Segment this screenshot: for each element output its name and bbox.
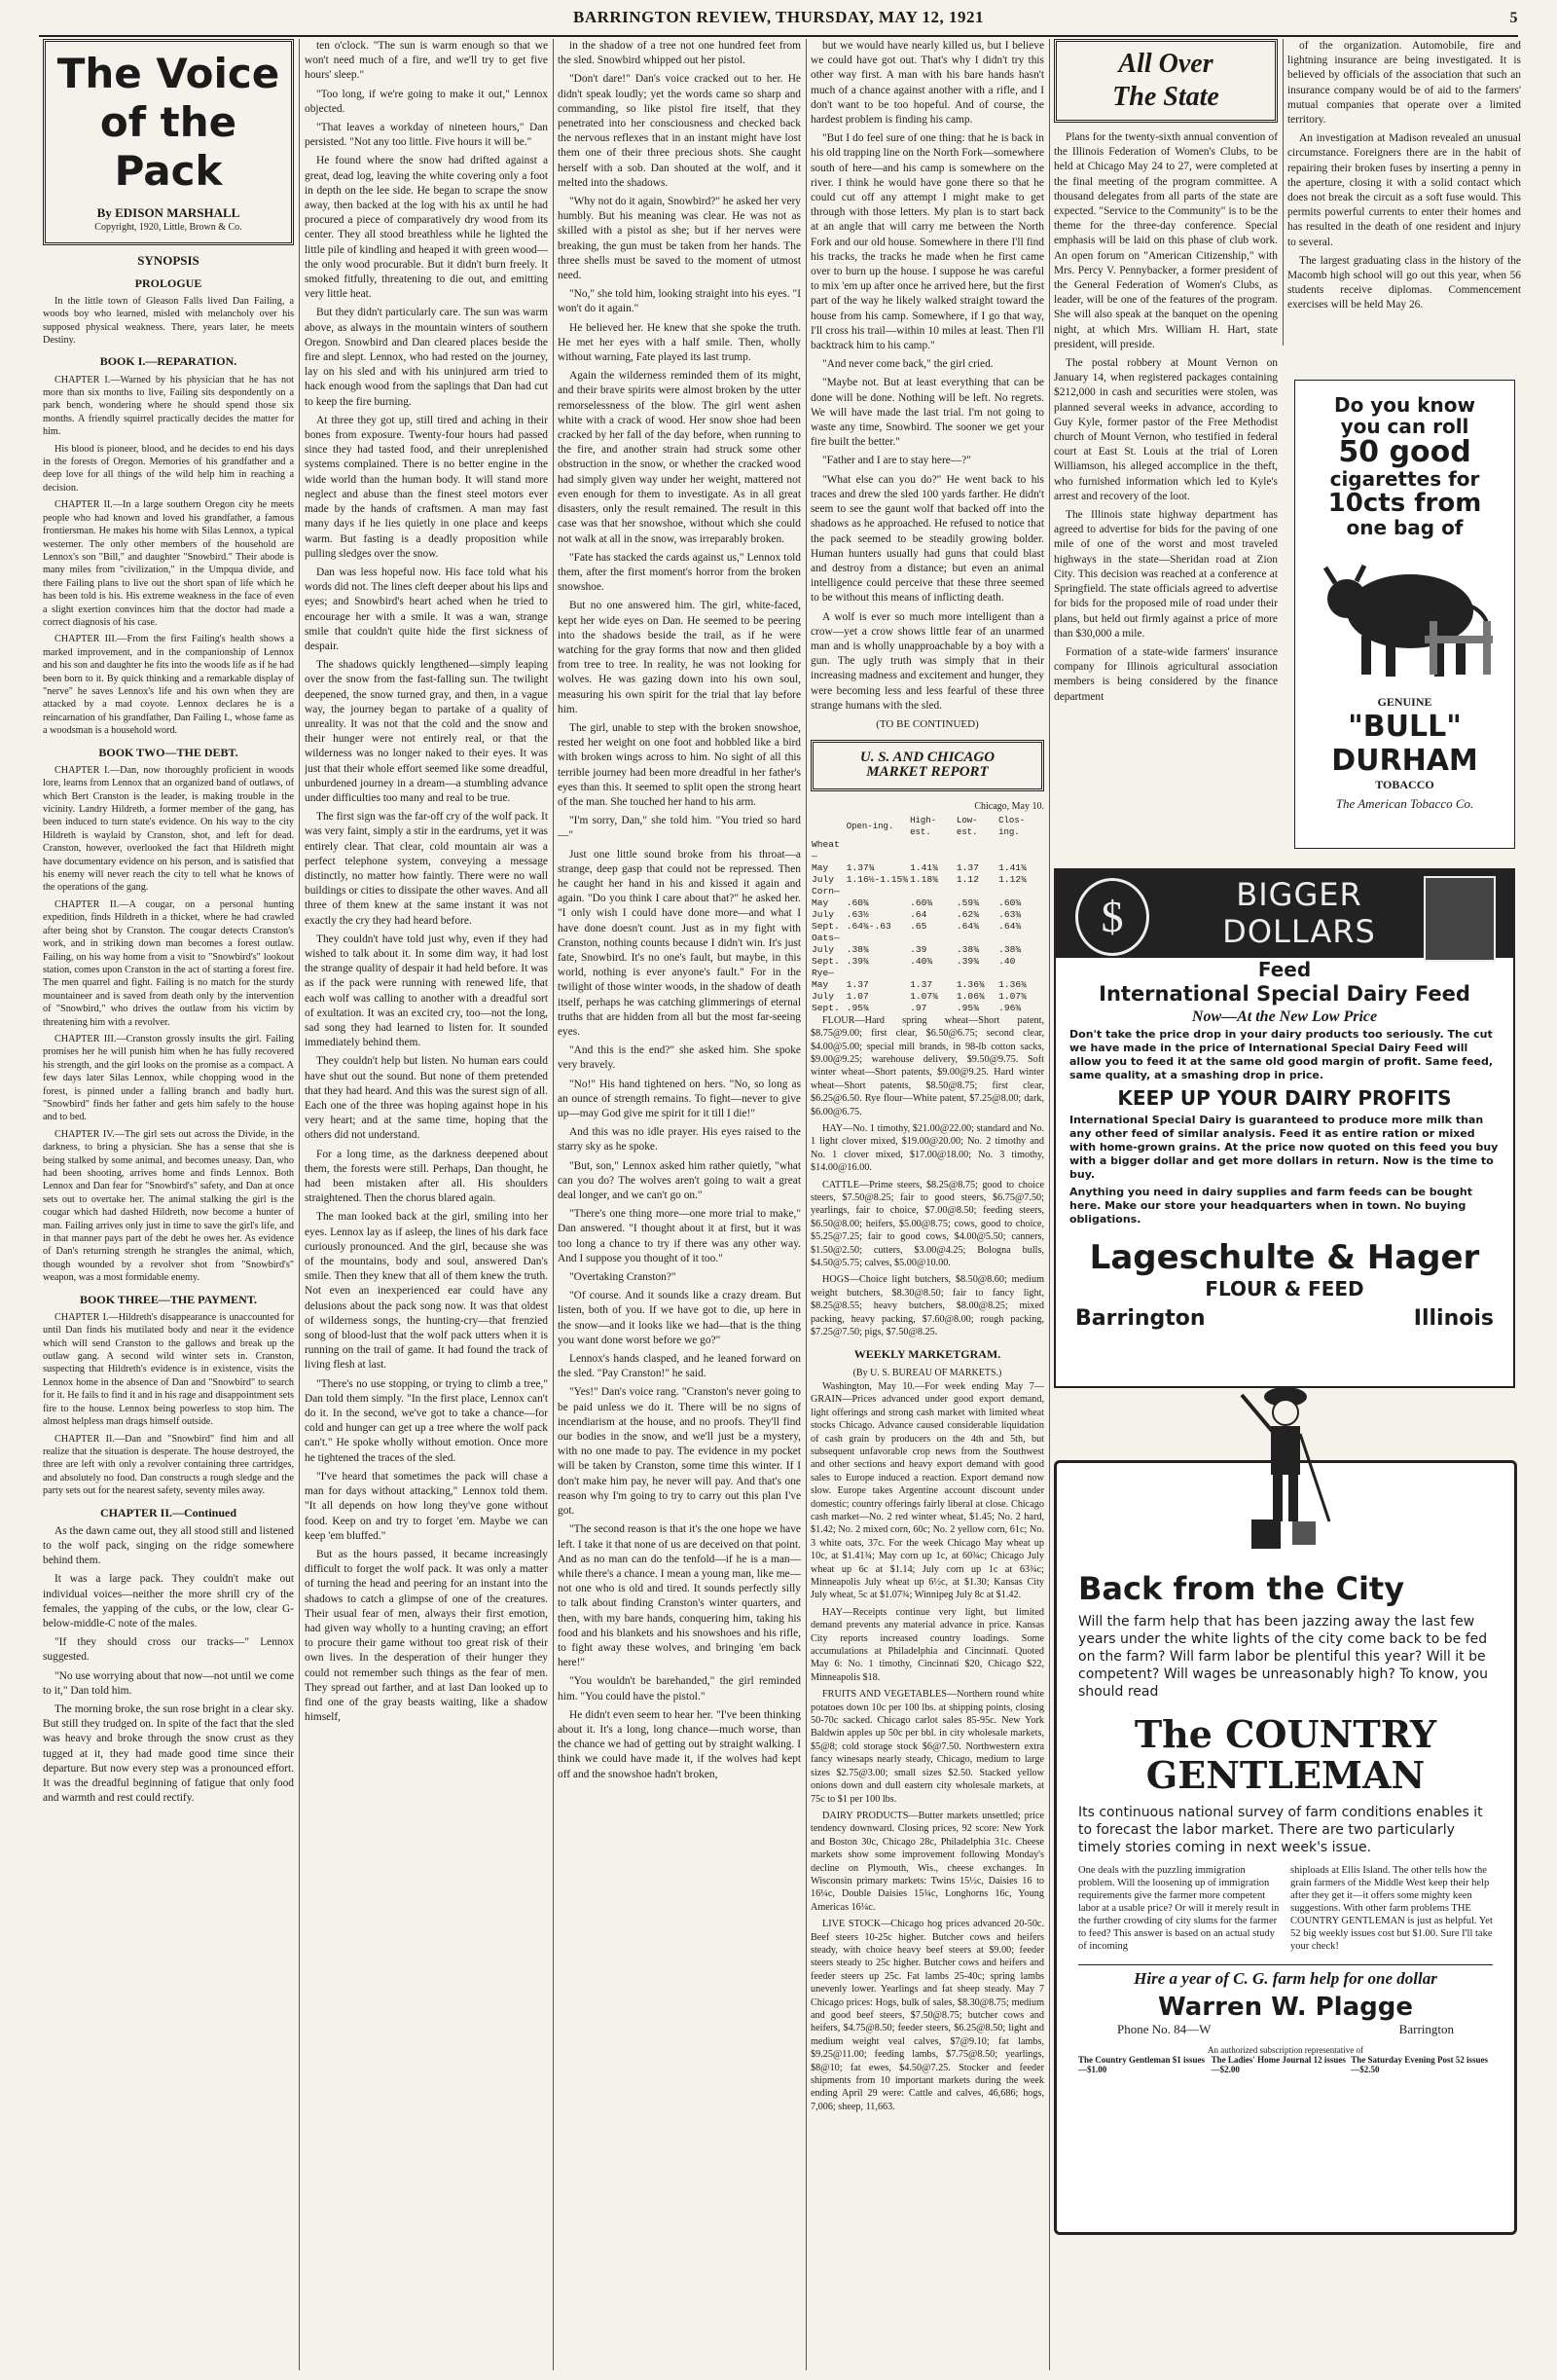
story-paragraph: He found where the snow had drifted against a great, dead log, leaving the white covering only a foot in depth on the lee side. He began to scrape the snow away, then backed at the log with his ax until he had procured a piece of comparatively dry wood from its center. They all stood breathless while he lighted the little pile of kindling and heaped it with green wood—the only wood procurable. But it didn't burn freely. It smoked fitfully, threatening to die out, and emitting very little heat. bbox=[305, 155, 548, 301]
story-paragraph: Again the wilderness reminded them of its might, and their brave spirits were almost broken by the utter remorselessness of the blow. The girl went ashen white with a crack of wood. Her snow shoe had been cracked by her fall of the day before, when running to the fire, and another strain had struck some other obstruction in the snow, or whether the cracked wood had simply given way under her weight, mattered not even enough for them to investigate. As in all great disasters, only the result remained. The result in this case was that her snowshoe, without which she could not walk at all in the snow, was irreparably broken. bbox=[558, 370, 801, 545]
ad-contact bbox=[1078, 2022, 1493, 2037]
story-paragraph: The man looked back at the girl, smiling into her eyes. Lennox lay as if asleep, the lines of his dark face curiously pronounced. And the girl, because she was of the mountains, body and soul, answered Dan's smile. Then they knew that all of them knew the truth. Not even an inexperienced ear could have any delusions about the pack song now. It was that oldest of wilderness songs, the hunting-cry—that frenzied song of blood-lust that the wolf pack utters when it is running on the trail of game. It had found the track of living flesh at last. bbox=[305, 1211, 548, 1372]
table-cell: Sept. bbox=[812, 1002, 840, 1013]
table-cell: July bbox=[812, 908, 835, 920]
table-cell: .63¾ bbox=[998, 908, 1022, 920]
table-cell bbox=[909, 839, 956, 862]
table-cell: .38¾ bbox=[846, 943, 869, 955]
table-row bbox=[811, 1003, 1044, 1014]
story-paragraph: "But I do feel sure of one thing: that he is back in his old trapping line on the North Fork—somewhere south of here—and his camp is somewhere on the river. I think he would have gone there so that he could cut off any attempt I might make to get through with those letters. My plan is to start back at an angle that will carry me between the North Fork and our old house. Somewhere in there I'll find his tracks, the tracks he made when he first came over to burn up the house. I suppose he was careful to mix 'em up after once he arrived here, but the first part of the way he likely walked straight toward the house from his camp. Somewhere, if I go that way, I'll cross his trail—within 10 miles at least. Then I'll backtrack him to his camp." bbox=[811, 132, 1044, 352]
table-cell: Rye— bbox=[812, 967, 835, 978]
story-paragraph: For a long time, as the darkness deepened about them, the forests were still. Perhaps, Dan thought, he had been mistaken after all. His shoulders straightened. Then the chorus blared again. bbox=[305, 1148, 548, 1205]
serial-and-market-column bbox=[811, 39, 1044, 2370]
ad-agent: Warren W. Plagge bbox=[1158, 1993, 1413, 2022]
table-cell: .64¾ bbox=[998, 920, 1022, 932]
market-dateline: Chicago, May 10. bbox=[974, 800, 1044, 812]
country-gentleman-ad bbox=[1054, 1460, 1517, 2235]
table-cell: May bbox=[812, 978, 829, 990]
synopsis-heading: SYNOPSIS bbox=[137, 253, 199, 269]
ad-paper-name: The COUNTRY GENTLEMAN bbox=[1134, 1712, 1437, 1797]
ad-tobacco: TOBACCO bbox=[1375, 778, 1434, 791]
dairy-feed-ad bbox=[1054, 868, 1515, 1388]
table-row bbox=[811, 897, 1044, 909]
grain-price-table bbox=[811, 814, 1044, 1014]
bull-durham-ad bbox=[1294, 380, 1515, 849]
feed-bag-icon bbox=[1424, 876, 1496, 962]
table-cell: .60¾ bbox=[998, 897, 1022, 908]
synopsis-paragraph: CHAPTER I.—Dan, now thoroughly proficient in woods lore, learns from Lennox that an organized band of outlaws, of which Bert Cranston is the leader, is making trouble in the vicinity. Landry Hildreth, a former member of the gang, has been induced to turn state's evidence. On his way to the city Hildreth is waylaid by Cranston, shot, and left for dead. Cranston, however, overlooked the fact that Hildreth might have documentary evidence on his person, and is satisfied that his enemy will never reach the city to tell what he knows of the operations of the gang. bbox=[43, 764, 294, 894]
table-cell: 1.07¾ bbox=[998, 990, 1027, 1002]
story-paragraph: He believed her. He knew that she spoke the truth. He met her eyes with a half smile. Then, wholly without warning, Fate played its last trump. bbox=[558, 321, 801, 364]
serial-column-2 bbox=[305, 39, 548, 2370]
market-report: DAIRY PRODUCTS—Butter markets unsettled; price tendency downward. Closing prices, 92 score: New York and Boston 30c, Chicago 28c, Philadelphia 31c. Cheese markets show some improvement following Monday's decline on Plymouth, Wis., cheese exchanges. In Wisconsin primary markets: Twins 15½c, Daisies 16 to 16¼c, Double Daisies 15¾c, Longhorns 16c, Young Americas 16¼c. bbox=[811, 1810, 1044, 1913]
table-cell bbox=[997, 886, 1044, 897]
ad-town: Barrington bbox=[1075, 1306, 1206, 1331]
story-paragraph: "And never come back," the girl cried. bbox=[822, 358, 994, 371]
table-cell: .38¾ bbox=[998, 943, 1022, 955]
story-paragraph: The first sign was the far-off cry of the wolf pack. It was very faint, simply a stir in the eardrums, yet it was entirely clear. That clear, cold mountain air was a perfect telephone system, conveying a message distinctly, no matter how faintly. There were no wall buildings or cities to dissipate the other waves. And all three of them knew at the same instant it was not exactly the cry they had heard before. bbox=[305, 811, 548, 927]
weekly-marketgram-sub: (By U. S. BUREAU OF MARKETS.) bbox=[852, 1367, 1002, 1378]
table-cell: .63½ bbox=[846, 908, 869, 920]
story-paragraph: Just one little sound broke from his throat—a strange, deep gasp that could not be repressed. Then he caught her hand in his and kissed it again and again. "Do you think I care about that?" he asked her. "I only wish I could have done more—and what I have done doesn't count. Just as in my fight with Cranston, nothing counts because I didn't win. It's just fate, Snowbird. It's no one's fault, but maybe, in this world, nothing is ever anyone's fault." For in the twilight of those winter woods, in the shadow of death itself, perhaps he was catching glimmerings of eternal truths that are hidden from all but the most far-seeing eyes. bbox=[558, 848, 801, 1038]
table-cell: 1.12¾ bbox=[998, 873, 1027, 885]
story-paragraph: The morning broke, the sun rose bright in a clear sky. But still they trudged on. In spite of the fact that the sled was heavy and broke through the snow crust as they tugged at it, they had made good time since their departure. But now every step was a pronounced effort. It was the dreadful beginning of fatigue that only food and warmth and rest could rectify. bbox=[43, 1703, 294, 1805]
table-row bbox=[811, 839, 1044, 862]
table-row bbox=[811, 921, 1044, 933]
table-cell: .64¾-.63 bbox=[846, 920, 891, 932]
table-cell: 1.36¾ bbox=[956, 978, 985, 990]
table-cell bbox=[956, 968, 997, 979]
news-paragraph: The Illinois state highway department has agreed to advertise for bids for the paving of one mile of one of the worst and most traveled highways in the state—Sheridan road at Zion City. This decision was reached at a conference at Springfield. The state officials agreed to advertise for bids for the proposed mile of road under their plans, but held out firmly against a price of more than $30,000 a mile. bbox=[1054, 509, 1278, 640]
table-cell: .38¾ bbox=[956, 943, 979, 955]
story-paragraph: "I'm sorry, Dan," she told him. "You tried so hard—" bbox=[558, 815, 801, 842]
column-rule bbox=[1283, 39, 1284, 346]
bull-icon bbox=[1308, 538, 1503, 684]
news-paragraph: The postal robbery at Mount Vernon on January 14, when registered packages containing $212,000 in cash and securities were stolen, was planned several weeks in advance, according to Guy Kyle, former pastor of the Free Methodist church of Mount Vernon, who testified in federal court at East St. Louis at the trial of Loren Williamson, his alleged accomplice in the theft, who furnished information which led to Kyle's arrest and recovery of the loot. bbox=[1054, 357, 1278, 502]
ad-banner bbox=[1056, 870, 1513, 958]
column-rule bbox=[553, 39, 554, 2370]
ad-headline: Back from the City bbox=[1078, 1570, 1405, 1607]
story-paragraph: "No use worrying about that now—not until we come to it," Dan told him. bbox=[43, 1669, 294, 1697]
story-paragraph: He didn't even seem to hear her. "I've been thinking about it. It's a long, long chance—much worse, than the chance we had of getting out by straight walking. I think we could have made it, if the wolves had kept off and the snowshoe hadn't broken, bbox=[558, 1708, 801, 1780]
serial-copyright: Copyright, 1920, Little, Brown & Co. bbox=[94, 222, 242, 234]
story-paragraph: "You wouldn't be barehanded," the girl reminded him. "You could have the pistol." bbox=[558, 1675, 801, 1703]
dollar-icon: $ bbox=[1075, 878, 1149, 956]
ad-body: One deals with the puzzling immigration problem. Will the loosening up of immigration requirements give the farmer more competent labor at a usable price? Or will it merely result in the further crowding of city slums for the farmer to feed? This answer is based on an actual study of incoming bbox=[1078, 1865, 1280, 1952]
table-cell bbox=[956, 933, 997, 944]
table-cell: .96¾ bbox=[998, 1002, 1022, 1013]
story-paragraph: "There's one thing more—one more trial to make," Dan answered. "I thought about it at first, but it was too long a chance to try if there was any other way. And I suppose you thought of it too." bbox=[558, 1208, 801, 1264]
ad-keep: KEEP UP YOUR DAIRY PROFITS bbox=[1117, 1086, 1452, 1110]
table-cell bbox=[846, 839, 909, 862]
table-cell: 1.07 bbox=[846, 990, 869, 1002]
story-paragraph: They couldn't have told just why, even if they had wished to talk about it. In some dim way, it had lost the strange quality of despair it had held before. It was as if the pack were running with renewed life, that each wolf was calling to another with a dreadful sort of exultation. It was an excited cry, too—not the long, sad song they had learned to listen for. It sounded immediately behind them. bbox=[305, 933, 548, 1049]
table-cell: .95¾ bbox=[956, 1002, 979, 1013]
table-cell bbox=[997, 968, 1044, 979]
news-paragraph: of the organization. Automobile, fire and lightning insurance are being investigated. It is believed by officials of the association that such an insurance company would be of aid to the farmers' mutual companies that operate over a limited territory. bbox=[1287, 40, 1521, 127]
ad-line: you can roll bbox=[1340, 415, 1469, 438]
table-cell: 1.07¾ bbox=[910, 990, 938, 1002]
table-cell: July bbox=[812, 943, 835, 955]
table-cell bbox=[846, 968, 909, 979]
table-cell: .64¾ bbox=[956, 920, 979, 932]
ad-maker: The American Tobacco Co. bbox=[1335, 796, 1474, 811]
ad-bigger-dollars: BIGGER DOLLARS bbox=[1222, 876, 1376, 950]
table-cell: 1.12 bbox=[956, 873, 979, 885]
story-paragraph: in the shadow of a tree not one hundred feet from the sled. Snowbird whipped out her pistol. bbox=[558, 40, 801, 67]
farmhand-illustration-icon bbox=[1232, 1375, 1339, 1551]
story-paragraph: "Too long, if we're going to make it out," Lennox objected. bbox=[305, 88, 548, 115]
book1-heading: BOOK I.—REPARATION. bbox=[99, 354, 237, 369]
story-paragraph: "The second reason is that it's the one hope we have left. I take it that none of us are deceived on that point. And as no man can do the tenfold—if he is a man—while there's a chance. I mean a young man, like me—not one who is old and tired. It sounds perfectly silly to talk about finding Cranston's winter quarters, and then, with my bare hands, conquering him, taking his food and his blankets and his snowshoes and his rifle, to fight away these wolves, and bringing 'em back here!" bbox=[558, 1523, 801, 1669]
table-cell: 1.41¾ bbox=[998, 861, 1027, 873]
synopsis-paragraph: CHAPTER II.—A cougar, on a personal hunting expedition, finds Hildreth in a thicket, where he had crawled after being shot by Cranston. The cougar detects Cranston's work, and in striking down man becomes a forest outlaw. Failing, on his way home from a visit to "Snowbird's" lookout station, comes upon Cranston in the act of starting a forest fire. The men quarrel and fight. Failing is no match for the sturdy mountaineer and is saved from death only by the intervention of "Snowbird," who drives the outlaw from his victim by threatening him with a revolver. bbox=[43, 898, 294, 1028]
table-cell: .64 bbox=[910, 908, 927, 920]
story-paragraph: "But, son," Lennox asked him rather quietly, "what can you do? The wolves aren't going to wait a great deal longer, and we can't go on." bbox=[558, 1159, 801, 1202]
table-cell: 1.37 bbox=[846, 978, 869, 990]
story-paragraph: They couldn't help but listen. No human ears could have shut out the sound. But none of them pretended that they had heard. And this was the surest sign of all. Each one of the three was hoping against hope in his very heart; and at the same time, hoping that the others did not understand. bbox=[305, 1055, 548, 1142]
synopsis-paragraph: CHAPTER I.—Hildreth's disappearance is unaccounted for until Dan finds his mutilated body and near it the evidence which will send Cranston to the gallows and break up the outlaw gang. A second wild winter sets in. Cranston, suspecting that Hildreth's evidence is in existence, visits the Lennox home in the absence of Dan and "Snowbird" to search for it. He fails to find it and in his rage and disappointment sets fire to the house. Lennox being powerless to stop him. The almost helpless man drags himself outside. bbox=[43, 1311, 294, 1428]
ad-phone: Phone No. 84—W bbox=[1117, 2022, 1212, 2036]
story-paragraph: "I've heard that sometimes the pack will chase a man for days without attacking," Lennox told them. "It all depends on how long they've gone without food. Keep on and try to forget 'em. Maybe we can keep 'em bluffed." bbox=[305, 1470, 548, 1542]
news-paragraph: Plans for the twenty-sixth annual convention of the Illinois Federation of Women's Clubs, to be held at Chicago May 24 to 27, were completed at the final meeting of the program committee. A thousand delegates from all parts of the state are expected. "Service to the Community" is to be the theme for the three-day conference. Special emphasis will be laid on this phase of club work. An open forum on "American Citizenship," with Mrs. Percy V. Pennybacker, a former president of the General Federation of Women's Clubs, as leader, will be one of the features of the program. She will also speak at the banquet on the opening night, at which Mrs. William H. Hart, state president, will preside. bbox=[1054, 131, 1278, 350]
table-row bbox=[811, 933, 1044, 944]
story-paragraph: It was a large pack. They couldn't make out individual voices—neither the more shrill cry of the females, the yapping of the cubs, or the low, clear G-below-middle-C note of the males. bbox=[43, 1573, 294, 1629]
table-row bbox=[811, 886, 1044, 897]
table-cell bbox=[846, 933, 909, 944]
table-cell bbox=[909, 933, 956, 944]
market-report: LIVE STOCK—Chicago hog prices advanced 20-50c. Beef steers 10-25c higher. Butcher cows and heifers steady, with choice heavy beef steers at $9.00; feeder steers steady to 25c higher. Butcher cows and heifers and feeder steers up 25c. Fat lambs 25-40c; spring lambs unevenly lower. Yearlings and fat sheep steady. May 7 Chicago prices: Hogs, bulk of sales, $8.30@8.75; medium and good beef steers, $7.50@8.75; butcher cows and heifers, $4.75@8.50; feeder steers, $6.25@8.50; light and medium weight veal calves, $7@9.10; fat lambs, $9.25@11.00; feeding lambs, $7.75@8.50; yearlings, $8@10; fat ewes, $4.50@7.25. Stocker and feeder shipments from 10 important markets during the week ending April 29 were: Cattle and calves, 46,686; hogs, 7,006; sheep, 11,663. bbox=[811, 1919, 1044, 2112]
story-paragraph: And this was no idle prayer. His eyes raised to the starry sky as he spoke. bbox=[558, 1126, 801, 1153]
ad-line: Do you know bbox=[1333, 393, 1476, 417]
market-report: FLOUR—Hard spring wheat—Short patent, $8.75@9.00; first clear, $6.50@6.75; second clear, $4.00@5.00; special mill brands, in 98-lb cotton sacks, $9.00@9.25; warehouse delivery, $9.50@9.75. Soft winter wheat—Short patents, $9.00@9.25. Hard winter wheat—Short patents, $8.50@8.75; first clear, $6.25@6.50. Rye flour—White patent, $7.25@8.00; dark, $6.00@6.75. bbox=[811, 1014, 1044, 1117]
market-report: HAY—No. 1 timothy, $21.00@22.00; standard and No. 1 light clover mixed, $19.00@20.00; No. 2 timothy and No. 1 clover mixed, $17.00@18.00; No. 3 timothy, $14.00@16.00. bbox=[811, 1123, 1044, 1174]
table-cell: .39 bbox=[910, 943, 927, 955]
story-paragraph: "If they should cross our tracks—" Lennox suggested. bbox=[43, 1636, 294, 1664]
ad-line: FLOUR & FEED bbox=[1205, 1277, 1364, 1300]
story-paragraph: As the dawn came out, they all stood still and listened to the wolf pack, singing on the ridge somewhere behind them. bbox=[43, 1524, 294, 1567]
story-paragraph: "Yes!" Dan's voice rang. "Cranston's never going to be paid unless we do it. There will be no signs of incendiarism at the house, and no proofs. They'll find our bodies in the snow, and we'll just be a mystery, with no one made to pay. The evidence in my pocket will be taken by Cranston, some time this winter. If I don't make him pay, he never will pay. And that's one reason why I'm going to try to carry out this plan I've got. bbox=[558, 1386, 801, 1518]
serial-column-1 bbox=[43, 39, 294, 2370]
market-report: HAY—Receipts continue very light, but limited demand prevents any material advance in price. Kansas City reports increased country loadings. Some accumulations at Philadelphia and Cincinnati. Quoted May 6: No. 1 timothy, Cincinnati $20, Chicago $22, Minneapolis $18. bbox=[811, 1606, 1044, 1683]
market-title-1: U. S. AND CHICAGO bbox=[859, 750, 996, 766]
story-paragraph: But as the hours passed, it became increasingly difficult to forget the wolf pack. It was only a matter of turning the head and peering for an instant into the shadows to catch a glimpse of one of the creatures. Their usual fear of men, always their first emotion, had given way wholly to a hunting craving; an effort to procure their game without too great risk of their own lives. In the desperation of their hunger they could not remember such things as the fear of men. They spread out farther, and at last Dan looked up to find one of the gray beasts waiting, like a shadow himself, bbox=[305, 1548, 548, 1724]
state-news-column bbox=[1054, 39, 1278, 857]
table-header: Low-est. bbox=[956, 815, 978, 837]
story-paragraph: But no one answered him. The girl, white-faced, kept her wide eyes on Dan. He seemed to be peering into the shadows beside the trail, as if he were watching for the gray forms that now and then glided from tree to tree. In reality, he was not looking for wolves. He was gazing down into his own soul, measuring his own spirit for the trial that lay before him. bbox=[558, 600, 801, 715]
table-cell: Oats— bbox=[812, 932, 840, 943]
table-cell: 1.16½-1.15¾ bbox=[846, 873, 909, 885]
state-news-title-2: The State bbox=[1112, 82, 1219, 112]
story-paragraph: "Overtaking Cranston?" bbox=[569, 1271, 676, 1284]
story-paragraph: "And this is the end?" she asked him. She spoke very bravely. bbox=[558, 1044, 801, 1072]
column-rule bbox=[1049, 39, 1050, 2370]
table-cell: .97 bbox=[910, 1002, 927, 1013]
table-cell: .40 bbox=[998, 955, 1016, 967]
story-paragraph: The shadows quickly lengthened—simply leaping over the snow from the fast-falling sun. The twilight deepened, the snow turned gray, and then, in a vague way, the journey began to partake of a quality of unreality. It was not that the cold and the snow and their hunger were not entirely real, or that the wilderness was no longer naked to their eyes. It was just that their whole effort seemed like some dreadful, unburdened journey in a dream—a stumbling advance under difficulties too many and real to be true. bbox=[305, 659, 548, 804]
synopsis-paragraph: CHAPTER I.—Warned by his physician that he has not more than six months to live, Failing sits despondently on a park bench, wondering where he should spend those six months. A friendly squirrel practically decides the matter for him. bbox=[43, 374, 294, 438]
market-report: Washington, May 10.—For week ending May 7—GRAIN—Prices advanced under good export demand, light offerings and strong cash market with limited wheat stocks Chicago. Advance caused considerable liquidation of cash grain by producers on the 4th and 5th, but subsequent unfavorable crop news from the Southwest and other sections and heavy export demand with good sales to Europe induced a reaction. Export demand now slow. Europe takes Argentine account discount under domestic; country offerings fairly liberal at close. Chicago cash market—No. 2 red winter wheat, $1.45; No. 2 hard, $1.42; No. 2 mixed corn, 60c; No. 2 yellow corn, 61c; No. 3 white oats, 37c. For the week Chicago May wheat up 10c, at $1.41¾; May corn up 1c, at 60¾c; Chicago July wheat up 6c at $1.14; July corn up 1c at 63¾c; Minneapolis July wheat up 6½c, at $1.30; Kansas City July wheat, 5c at $1.07¾; Winnipeg July 8c at $1.42. bbox=[811, 1380, 1044, 1601]
ad-magazines bbox=[1078, 2055, 1493, 2074]
table-row bbox=[811, 979, 1044, 991]
table-row bbox=[811, 862, 1044, 874]
ad-body: Will the farm help that has been jazzing away the last few years under the white lights of the city come back to be fed on the farm? Will farm labor be plentiful this year? Will it be competent? Will wages be unreasonably high? To know, you should read bbox=[1078, 1614, 1489, 1700]
ad-body: shiploads at Ellis Island. The other tells how the grain farmers of the Middle West keep their help after they get it—it offers some mighty keen suggestions. With other farm problems THE COUNTRY GENTLEMAN is just as helpful. Yet 52 big weekly issues cost but $1.00. Sure I'll take your check! bbox=[1290, 1865, 1493, 1952]
state-news-column-continued bbox=[1287, 39, 1521, 375]
table-cell: 1.37¾ bbox=[846, 861, 875, 873]
table-row bbox=[811, 944, 1044, 956]
ad-body: Its continuous national survey of farm conditions enables it to forecast the labor market. There are two particularly timely stories coming in next week's issue. bbox=[1078, 1805, 1483, 1855]
table-cell: May bbox=[812, 897, 829, 908]
synopsis-paragraph: His blood is pioneer, blood, and he decides to end his days in the forests of Oregon. Memories of his grandfather and a deep love for all things of the wild help him in reaching a decision. bbox=[43, 443, 294, 494]
weekly-marketgram-heading: WEEKLY MARKETGRAM. bbox=[853, 1346, 1001, 1361]
serial-title-2: of the Pack bbox=[99, 98, 237, 195]
serial-title-1: The Voice bbox=[56, 50, 280, 97]
market-title-2: MARKET REPORT bbox=[866, 764, 989, 781]
story-paragraph: "No," she told him, looking straight into his eyes. "I won't do it again." bbox=[558, 288, 801, 315]
to-be-continued: (TO BE CONTINUED) bbox=[876, 717, 979, 730]
table-cell: 1.37 bbox=[956, 861, 979, 873]
news-paragraph: Formation of a state-wide farmers' insurance company for Illinois agricultural association members is being considered by the finance department bbox=[1054, 645, 1278, 703]
ad-firm: Lageschulte & Hager bbox=[1089, 1238, 1480, 1277]
market-report: HOGS—Choice light butchers, $8.50@8.60; medium weight butchers, $8.30@8.50; fair to fancy light, $8.25@8.55; heavy butchers, $8.00@8.25; mixed packing, heavy packing, $7.60@8.00; rough packing, $7.25@7.50; pigs, $7.50@8.25. bbox=[811, 1274, 1044, 1338]
story-paragraph: "What else can you do?" He went back to his traces and drew the sled 100 yards farther. He didn't seem to see the gaunt wolf that backed off into the shadows as he approached. He refused to notice that the pack seemed to be steadily growing bolder. Human hunters usually had guns that could blast and destroy from a distance; but even an animal intelligence could perceive that these three seemed to be without this means of inflicting death. bbox=[811, 473, 1044, 604]
ad-question bbox=[1295, 394, 1514, 538]
news-paragraph: The largest graduating class in the history of the Macomb high school will go out this year, when 56 students receive diplomas. Commencement exercises will be held May 26. bbox=[1287, 254, 1521, 311]
ad-magazine: The Saturday Evening Post 52 issues—$2.50 bbox=[1351, 2055, 1488, 2074]
ad-body: Don't take the price drop in your dairy products too seriously. The cut we have made in the price of International Special Dairy Feed will allow you to feed it at the same old good margin of profit. Same feed, same quality, at a smashing drop in price. bbox=[1069, 1028, 1494, 1081]
table-body bbox=[811, 839, 1044, 1014]
story-paragraph: "That leaves a workday of nineteen hours," Dan persisted. "Not any too little. Five hours it will be." bbox=[305, 122, 548, 149]
synopsis-paragraph: CHAPTER III.—From the first Failing's health shows a marked improvement, and in the companionship of Lennox and his son and daughter he fits into the woods life as if he had been born to it. By quick thinking and a remarkable display of "nerve" he saves Lennox's life and his own when they are attacked by a mad coyote. Lennox declares he is a reincarnation of his grandfather, Dan Failing I., whose fame as a woodsman is a household word. bbox=[43, 634, 294, 737]
table-header-row bbox=[811, 814, 1044, 839]
column-rule bbox=[299, 39, 300, 2370]
ad-product: International Special Dairy Feed bbox=[1099, 982, 1470, 1006]
table-row bbox=[811, 909, 1044, 921]
story-paragraph: Dan was less hopeful now. His face told what his words did not. The lines cleft deeper about his lips and eyes; and Snowbird's heart ached when he tried to encourage her with a smile. It was a wan, strange smile that couldn't quite hide the first sickness of despair. bbox=[305, 566, 548, 652]
table-header: High-est. bbox=[910, 815, 937, 837]
table-cell: 1.06¾ bbox=[956, 990, 985, 1002]
ad-genuine: GENUINE bbox=[1377, 695, 1432, 709]
serial-title-box bbox=[43, 39, 294, 245]
ad-line: cigarettes for bbox=[1329, 467, 1480, 491]
table-cell: July bbox=[812, 990, 835, 1002]
market-report: FRUITS AND VEGETABLES—Northern round white potatoes down 10c per 100 lbs. at shipping points, closing 50-70c sacked. Chicago carlot sales 85-95c. New York Baldwin apples up 50c per bbl. in city wholesale markets, $5@8; cold storage stock $6@7.50. Northwestern extra fancy winesaps nearly steady, Chicago, medium to large sizes $2.75@3.00; small sizes $2.50. Stacked yellow onions down and dull eastern city wholesale markets, at 75c to $1 per 100 lbs. bbox=[811, 1689, 1044, 1805]
table-row bbox=[811, 956, 1044, 968]
table-cell: .40¾ bbox=[910, 955, 933, 967]
news-paragraph: An investigation at Madison revealed an unusual circumstance. Foreigners there are in the habit of repairing their broken fuses by inserting a penny in the aperture, closing it with a solid contact which does not break the circuit as a soft fuse would. This permits powerful currents to enter their homes and has resulted in the death of one resident and injury to several. bbox=[1287, 132, 1521, 248]
ad-location bbox=[1056, 1300, 1513, 1336]
table-cell: .60¾ bbox=[846, 897, 869, 908]
table-cell bbox=[997, 933, 1044, 944]
synopsis-paragraph: CHAPTER II.—In a large southern Oregon city he meets people who had known and loved his grandfather, a famous frontiersman. He makes his home with Silas Lennox, a typical westerner. The only other members of the household are Lennox's son "Bill," and daughter "Snowbird." Their abode is many miles from "civilization," in the Umpqua divide, and there Failing plans to live out the short span of life which he has been told is his. His extreme weakness in the face of even a slight exertion convinces him that the doctor had made a correct diagnosis of his case. bbox=[43, 499, 294, 628]
table-cell: 1.18¾ bbox=[910, 873, 938, 885]
story-paragraph: "Maybe not. But at least everything that can be done will be done. Nothing will be left. No regrets. We will have made the last trial. I'm not going to waste any time, Snowbird. The sooner we get your fire built the better." bbox=[811, 377, 1044, 449]
table-cell: .95¾ bbox=[846, 1002, 869, 1013]
chapter-continued-heading: CHAPTER II.—Continued bbox=[99, 1505, 237, 1520]
ad-columns bbox=[1078, 1864, 1493, 1953]
ad-line: 50 good bbox=[1338, 435, 1471, 469]
synopsis-paragraph: CHAPTER II.—Dan and "Snowbird" find him and all realize that the situation is desperate. The house destroyed, the three are left with only a revolver containing three cartridges, and absolutely no food. Dan constructs a rough sledge and the party sets out for the nearest safety, seventy miles away. bbox=[43, 1433, 294, 1497]
ad-rep: An authorized subscription representative of bbox=[1208, 2045, 1363, 2055]
masthead bbox=[39, 8, 1518, 37]
book2-heading: BOOK TWO—THE DEBT. bbox=[98, 745, 238, 759]
story-paragraph: "No!" His hand tightened on hers. "No, so long as an ounce of strength remains. To fight—never to give up—may God give me spirit for it till I die!" bbox=[558, 1078, 801, 1120]
ad-line: 10cts from bbox=[1327, 489, 1482, 518]
column-rule bbox=[806, 39, 807, 2370]
table-row bbox=[811, 968, 1044, 979]
ad-now: Now—At the New Low Price bbox=[1191, 1008, 1378, 1025]
ad-body: Anything you need in dairy supplies and farm feeds can be bought here. Make our store your headquarters when in town. No buying obligations. bbox=[1069, 1186, 1473, 1226]
table-row bbox=[811, 874, 1044, 886]
table-cell bbox=[997, 839, 1044, 862]
page-number: 5 bbox=[1509, 10, 1518, 26]
table-cell: .62¾ bbox=[956, 908, 979, 920]
state-news-title-box bbox=[1054, 39, 1278, 123]
story-paragraph: The girl, unable to step with the broken snowshoe, rested her weight on one foot and hobbled like a bird with broken wings across to him. No sight of all this terrible journey had been more dreadful in her father's eyes than this. It seemed to split open the strong heart of the man. She touched her hand to his arm. bbox=[558, 721, 801, 808]
table-header: Open-ing. bbox=[846, 821, 894, 831]
table-cell: July bbox=[812, 873, 835, 885]
synopsis-paragraph: In the little town of Gleason Falls lived Dan Failing, a woods boy who learned, misled with melancholy over his supposed physical weakness. There, years later, he meets Destiny. bbox=[43, 295, 294, 347]
story-paragraph: "Why not do it again, Snowbird?" he asked her very humbly. But his meaning was clear. He was not as skilled with a pistol as she; but if her nerves were breaking, the gun must be taken from her hands. The three shells must be saved to the moment of utmost need. bbox=[558, 196, 801, 282]
story-paragraph: but we would have nearly killed us, but I believe we could have got out. That's why I didn't try this other way first. A man with his bare hands hasn't much of a chance against another with a rifle, and I don't want to be too hopeful. And of course, the hardest problem is finding his camp. bbox=[811, 40, 1044, 127]
story-paragraph: "There's no use stopping, or trying to climb a tree," Dan told them simply. "In the first place, Lennox can't do it. In the second, we've got to take a chance—for cold and hunger can get up a tree where the wolf pack can't." He spoke wholly without emotion. Once more he tightened the traces of the sled. bbox=[305, 1377, 548, 1464]
table-cell bbox=[909, 886, 956, 897]
serial-author: By EDISON MARSHALL bbox=[96, 205, 240, 220]
synopsis-paragraph: CHAPTER IV.—The girl sets out across the Divide, in the darkness, to bring a physician. She has a sense that she is being stalked by some animal, and becomes uneasy. Dan, who had been shooting, arrives home and finds Lennox. Both Lennox and Dan fear for "Snowbird's" safety, and Dan at once sets out to overtake her. The animal stalking the girl is the cougar which had dashed Hildreth, now become a hunter of man. Failing arrives only just in time to save the girl's life, and in that manner pays part of the debt he owes her. As evidence of Dan's returning strength he strangles the animal, which, though wounded by a revolver shot from "Snowbird's" weapon, was a most formidable enemy. bbox=[43, 1128, 294, 1284]
table-cell: 1.37 bbox=[910, 978, 933, 990]
masthead-title: BARRINGTON REVIEW, THURSDAY, MAY 12, 1921 bbox=[573, 8, 984, 26]
table-cell bbox=[846, 886, 909, 897]
table-row bbox=[811, 991, 1044, 1003]
table-cell: .59¾ bbox=[956, 897, 979, 908]
ad-magazine: The Country Gentleman $1 issues—$1.00 bbox=[1078, 2055, 1206, 2074]
table-cell: Sept. bbox=[812, 920, 840, 932]
ad-magazine: The Ladies' Home Journal 12 issues—$2.00 bbox=[1211, 2055, 1346, 2074]
table-cell: Sept. bbox=[812, 955, 840, 967]
table-cell bbox=[956, 886, 997, 897]
story-paragraph: At three they got up, still tired and aching in their bones from exposure. Twenty-four hours had passed since they had tasted food, and their unreplenished systems complained. There is no better engine in the wide world than the human body. It will stand more neglect and abuse than the finest steel motors ever made by the hands of craftsmen. A man may fast many days if he lies quietly in one place and keeps warm. But fasting is a deadly proposition while pulling sledges over the snow. bbox=[305, 414, 548, 560]
story-paragraph: "Of course. And it sounds like a crazy dream. But listen, both of you. If we have got to die, up here in the snow—and it looks like we had—that is the thing you want done worst before we go?" bbox=[558, 1290, 801, 1346]
ad-state: Illinois bbox=[1413, 1306, 1494, 1331]
ad-hire: Hire a year of C. G. farm help for one dollar bbox=[1078, 1964, 1493, 1989]
ad-line: one bag of bbox=[1346, 516, 1464, 539]
ad-feed: Feed bbox=[1257, 958, 1312, 981]
market-report: CATTLE—Prime steers, $8.25@8.75; good to choice steers, $7.50@8.25; fair to good steers, $6.75@7.50; yearlings, fair to choice, $7.00@8.50; feeding steers, $6.50@8.00; heifers, $5.00@8.75; cows, good to choice, $5.25@7.25; fair to good cows, $4.00@5.50; canners, $1.50@2.50; cutters, $3.00@4.25; Bologna bulls, $4.50@5.75; calves, $5.00@10.00. bbox=[811, 1179, 1044, 1269]
table-cell: Wheat— bbox=[812, 838, 840, 861]
ad-body: International Special Dairy is guaranteed to produce more milk than any other feed of similar analysis. Feed it as entire ration or mixed with home-grown grains. At the price now quoted on this feed you buy with a bigger dollar and get more dollars in return. Now is the time to buy. bbox=[1069, 1114, 1499, 1181]
prologue-heading: PROLOGUE bbox=[134, 275, 202, 290]
story-paragraph: A wolf is ever so much more intelligent than a crow—yet a crow shows little fear of an unarmed man and is wholly unapproachable by a boy with a gun. The ugly truth was simply that in their increasing madness and excitement and hunger, they were becoming less and less fearful of these three strange humans with the sled. bbox=[811, 610, 1044, 712]
market-title-box bbox=[811, 740, 1044, 790]
table-cell: 1.36¾ bbox=[998, 978, 1027, 990]
table-header: Clos-ing. bbox=[998, 815, 1026, 837]
table-cell: .60¾ bbox=[910, 897, 933, 908]
ad-town: Barrington bbox=[1398, 2022, 1454, 2036]
table-cell bbox=[956, 839, 997, 862]
story-paragraph: "Don't dare!" Dan's voice cracked out to her. He didn't speak loudly; yet the words came so sharp and commanding, so like pistol fire itself, that they penetrated into her consciousness and checked back the nervous reflexes that in an instant might have lost them one of their three precious shots. She caught herself with a sob. Dan shouted at the wolf, and it melted into the shadows. bbox=[558, 73, 801, 189]
state-news-title-1: All Over bbox=[1118, 49, 1213, 79]
table-cell: May bbox=[812, 861, 829, 873]
book3-heading: BOOK THREE—THE PAYMENT. bbox=[80, 1292, 257, 1306]
table-cell bbox=[909, 968, 956, 979]
table-cell: Corn— bbox=[812, 885, 840, 897]
story-paragraph: But they didn't particularly care. The sun was warm above, as always in the mountain winters of southern Oregon. Snowbird and Dan cleared places beside the fire and slept. Lennox, who had rested on the journey, lay on his sled and with his uninjured arm tried to hack enough wood from the saplings that Dan had cut to keep the fire burning. bbox=[305, 307, 548, 408]
table-cell: 1.41¾ bbox=[910, 861, 938, 873]
table-cell: .39¾ bbox=[956, 955, 979, 967]
serial-column-3 bbox=[558, 39, 801, 2370]
table-cell: .65 bbox=[910, 920, 927, 932]
table-header bbox=[811, 814, 846, 839]
story-paragraph: "Father and I are to stay here—?" bbox=[822, 455, 971, 467]
synopsis-paragraph: CHAPTER III.—Cranston grossly insults the girl. Failing promises her he will punish him when he has fully recovered his strength, and the girl looks on the promise as a compact. A few days later Silas Lennox, while chopping wood in the forest, is pinned under a falling branch and badly hurt. "Snowbird" finds her father and gets him safely to the house and to bed. bbox=[43, 1033, 294, 1123]
story-paragraph: Lennox's hands clasped, and he leaned forward on the sled. "Pay Cranston!" he said. bbox=[558, 1353, 801, 1380]
story-paragraph: ten o'clock. "The sun is warm enough so that we won't need much of a fire, and we'll try to get five hours' sleep." bbox=[305, 40, 548, 82]
story-paragraph: "Fate has stacked the cards against us," Lennox told them, after the first moment's horror from the broken snowshoe. bbox=[558, 551, 801, 594]
table-cell: .39¾ bbox=[846, 955, 869, 967]
ad-brand: "BULL" DURHAM bbox=[1331, 710, 1478, 778]
